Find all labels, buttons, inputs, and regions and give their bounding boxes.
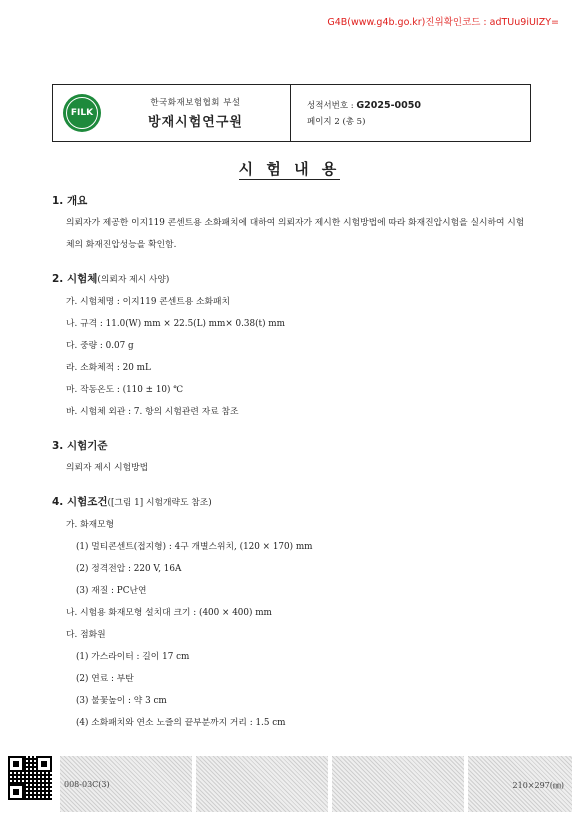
form-code: 008-03C(3)	[64, 780, 110, 789]
section-2-sub: (의뢰자 제시 사양)	[97, 275, 170, 285]
sub-list-item: (2) 정격전압 : 220 V, 16A	[76, 564, 182, 574]
org-line1: 한국화재보험협회 부설	[150, 98, 241, 108]
cert-label: 성적서번호 :	[307, 101, 354, 111]
sub-list-item: (4) 소화패치와 연소 노즐의 끝부분까지 거리 : 1.5 cm	[76, 718, 286, 728]
org-line2: 방재시험연구원	[148, 115, 243, 130]
logo-text: FILK	[70, 108, 94, 118]
section-1-body: 의뢰자가 제공한 이지119 콘센트용 소화패치에 대하여 의뢰자가 제시한 시험방법에 따라 화재진압시험을 실시하여 시험체의 화재진압성능을 확인함.	[66, 218, 525, 250]
verification-code: G4B(www.g4b.go.kr)진위확인코드 : adTUu9iUIZY=	[327, 17, 559, 28]
list-item: 가. 시험체명 : 이지119 콘센트용 소화패치	[66, 297, 230, 307]
cert-block	[291, 85, 530, 141]
section-3-heading: 3. 시험기준	[52, 440, 108, 452]
sub-list-item: (1) 가스라이터 : 길이 17 cm	[76, 652, 190, 662]
sub-list-item: (2) 연료 : 부탄	[76, 674, 134, 684]
org-block	[53, 85, 291, 141]
document-body	[52, 190, 532, 734]
org-name	[101, 96, 290, 130]
qr-code-icon	[8, 756, 52, 800]
list-item: 마. 작동온도 : (110 ± 10) ℃	[66, 385, 184, 395]
sub-list-item: (3) 재질 : PC난연	[76, 586, 147, 596]
security-band	[196, 756, 328, 812]
list-item: 다. 중량 : 0.07 g	[66, 341, 134, 351]
section-2-heading	[52, 268, 532, 291]
filk-logo-icon	[63, 94, 101, 132]
page-title	[0, 158, 579, 179]
report-header	[52, 84, 531, 142]
list-item: 나. 시험용 화재모형 설치대 크기 : (400 × 400) mm	[66, 608, 272, 618]
list-item: 다. 점화원	[66, 630, 106, 640]
section-2-title: 2. 시험체	[52, 273, 98, 285]
list-item: 라. 소화체적 : 20 mL	[66, 363, 151, 373]
cert-number: G2025-0050	[356, 100, 421, 111]
page-title-text: 시 험 내 용	[238, 160, 341, 178]
page-info: 페이지 2 (총 5)	[307, 117, 366, 127]
section-1-heading: 1. 개요	[52, 195, 88, 207]
section-3-body: 의뢰자 제시 시험방법	[66, 463, 149, 473]
sub-list-item: (1) 멀티콘센트(접지형) : 4구 개별스위치, (120 × 170) mm	[76, 542, 313, 552]
paper-size: 210×297(㎜)	[512, 781, 564, 790]
list-item: 바. 시험체 외관 : 7. 항의 시험관련 자료 참조	[66, 407, 239, 417]
sub-list-item: (3) 불꽃높이 : 약 3 cm	[76, 696, 167, 706]
security-band	[332, 756, 464, 812]
section-4-sub: ([그림 1] 시험개략도 참조)	[107, 498, 212, 508]
cert-number-row	[307, 99, 530, 111]
list-item: 나. 규격 : 11.0(W) mm × 22.5(L) mm× 0.38(t) mm	[66, 319, 285, 329]
section-4-title: 4. 시험조건	[52, 496, 108, 508]
list-item: 가. 화재모형	[66, 520, 115, 530]
section-4-heading	[52, 491, 532, 514]
page-footer	[8, 754, 572, 812]
